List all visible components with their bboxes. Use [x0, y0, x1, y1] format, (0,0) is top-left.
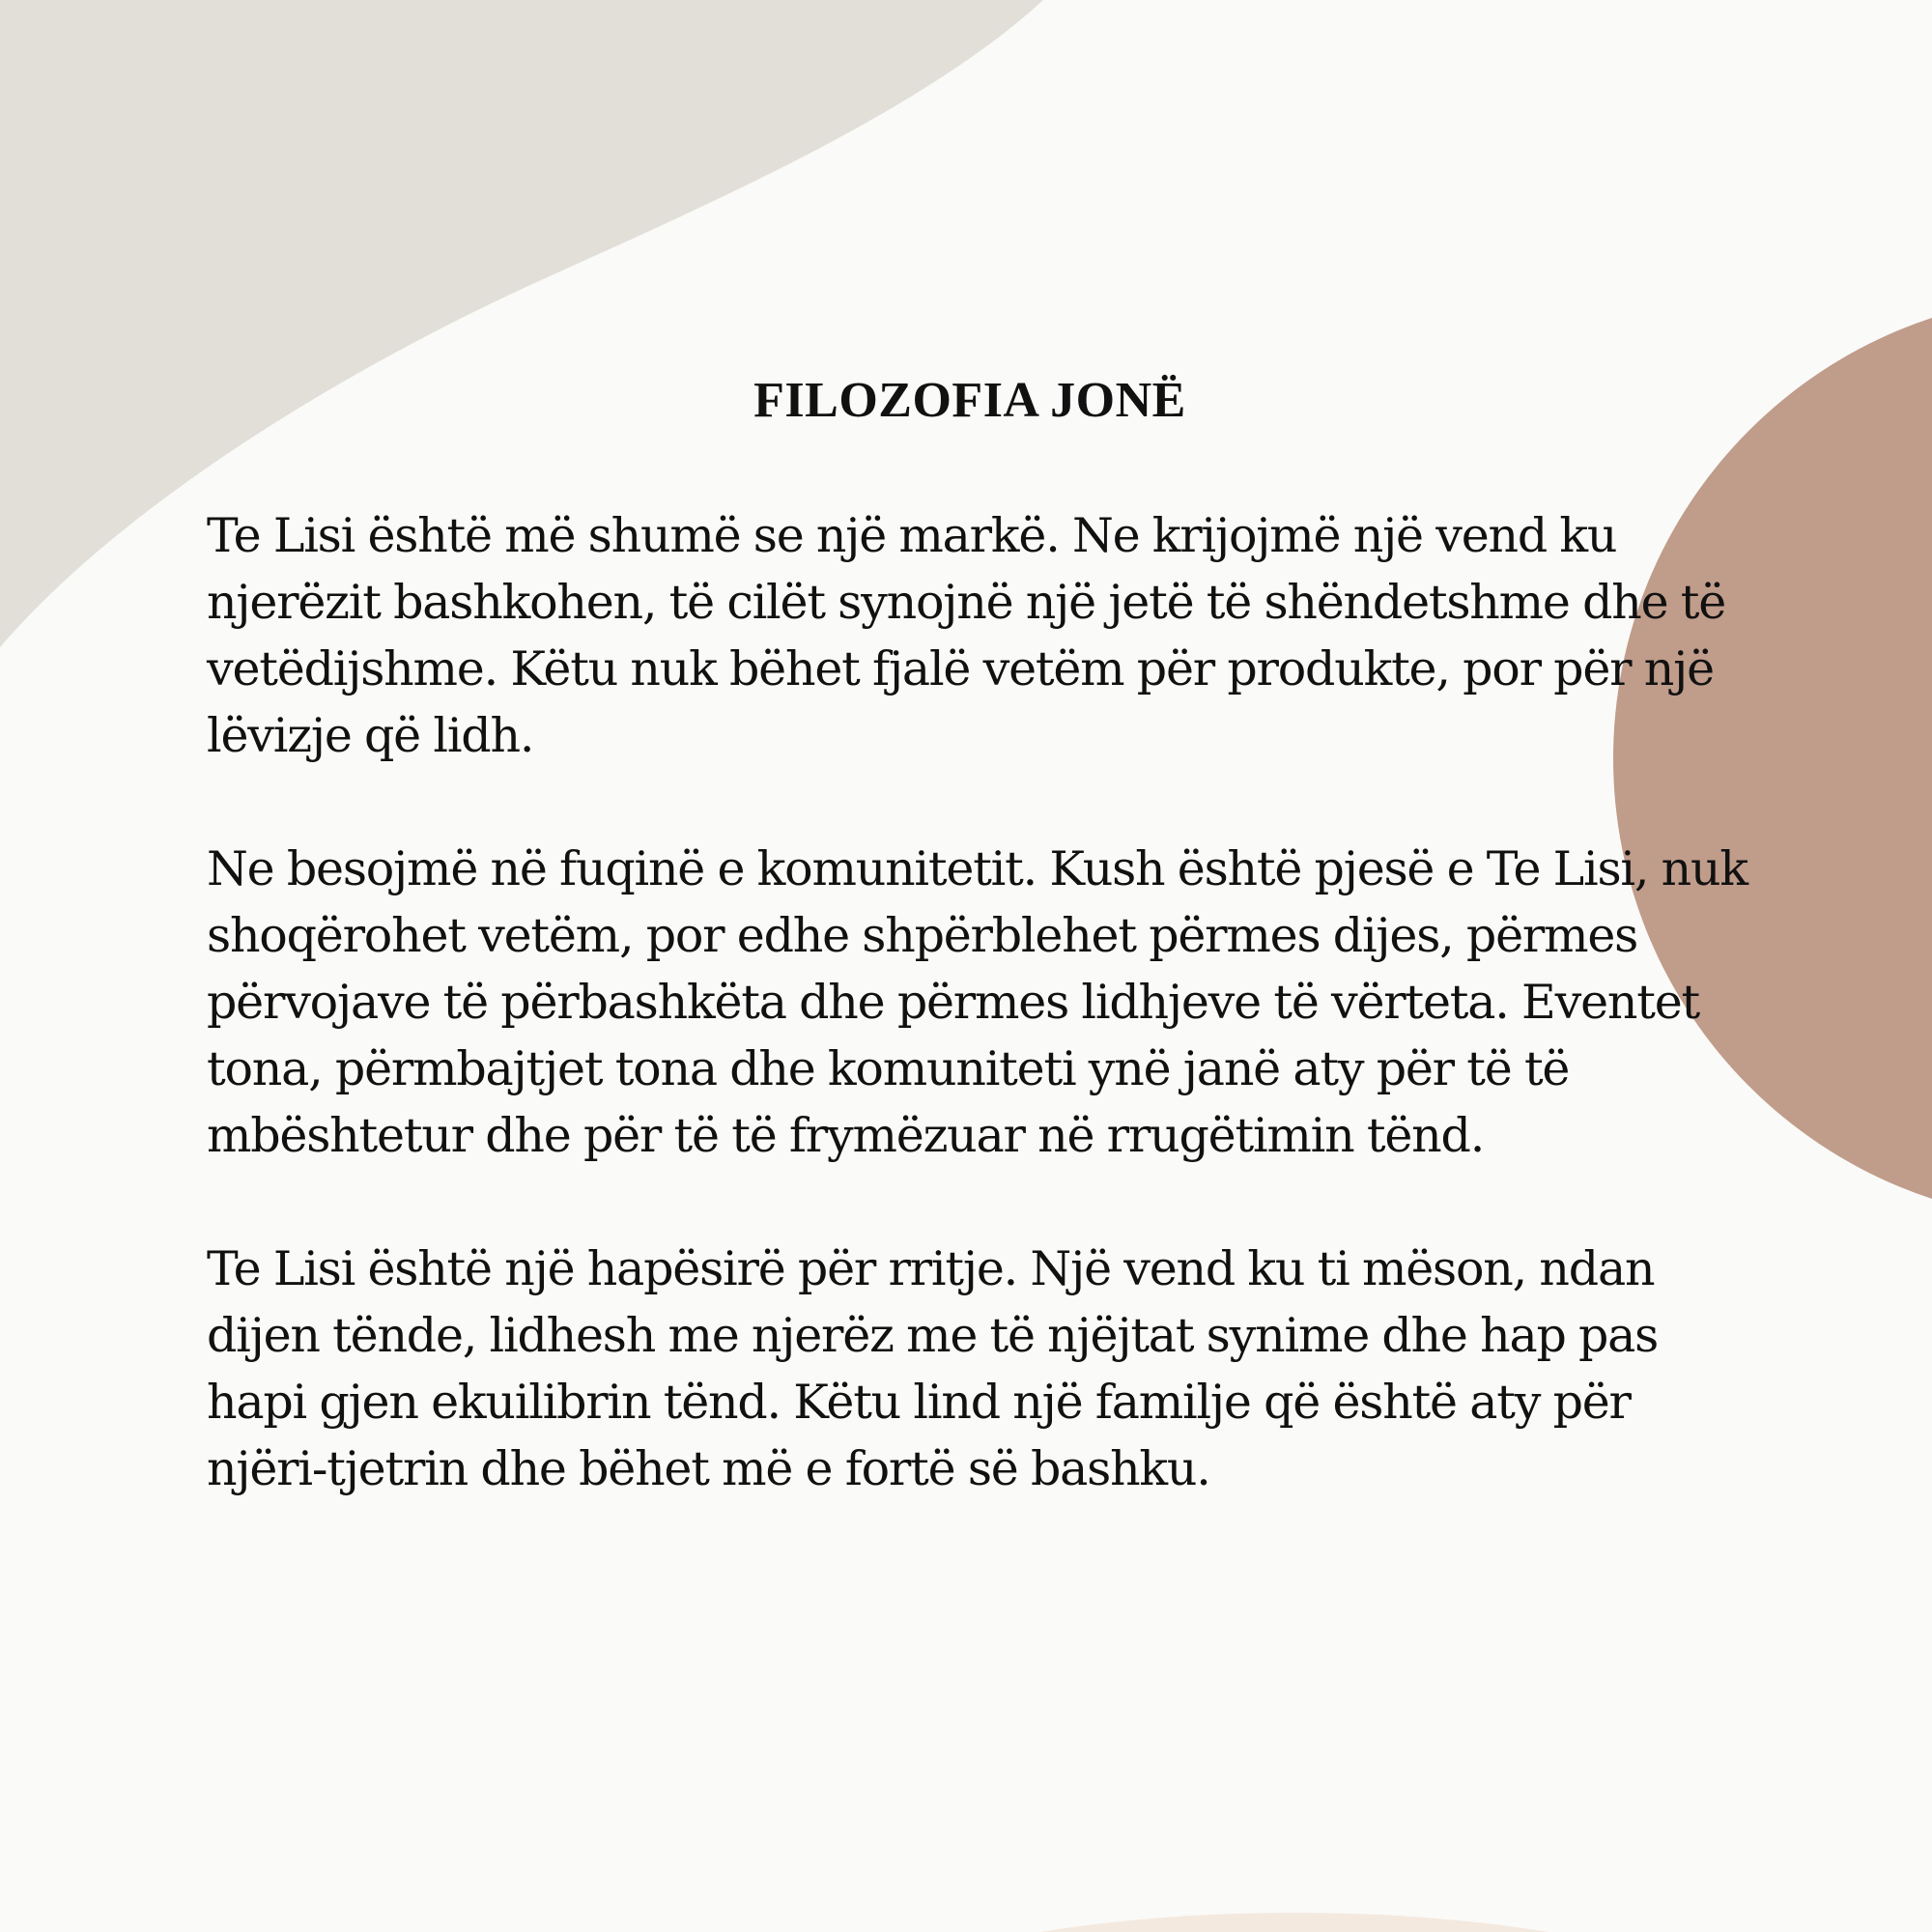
- paragraph-2: [207, 836, 1752, 1169]
- paragraph-line: hapi gjen ekuilibrin tënd. Këtu lind një familje që është aty për: [207, 1375, 1631, 1430]
- paragraph-3: [207, 1236, 1752, 1502]
- beige-arc-shape: [753, 1913, 1835, 1932]
- paragraph-line: shoqërohet vetëm, por edhe shpërblehet përmes dijes, përmes: [207, 908, 1638, 963]
- paragraph-line: mbështetur dhe për të të frymëzuar në rrugëtimin tënd.: [207, 1108, 1485, 1163]
- paragraph-line: Te Lisi është një hapësirë për rritje. Një vend ku ti mëson, ndan: [207, 1241, 1655, 1296]
- document-body: [207, 367, 1752, 1569]
- paragraph-line: njëri-tjetrin dhe bëhet më e fortë së bashku.: [207, 1441, 1210, 1496]
- paragraph-line: Ne besojmë në fuqinë e komunitetit. Kush është pjesë e Te Lisi, nuk: [207, 841, 1747, 896]
- paragraph-1: [207, 502, 1752, 769]
- paragraph-line: tona, përmbajtjet tona dhe komuniteti ynë janë aty për të të: [207, 1041, 1570, 1096]
- paragraph-line: njerëzit bashkohen, të cilët synojnë një jetë të shëndetshme dhe të: [207, 575, 1726, 630]
- paragraph-line: lëvizje që lidh.: [207, 708, 534, 763]
- paragraph-line: vetëdijshme. Këtu nuk bëhet fjalë vetëm për produkte, por për një: [207, 641, 1714, 696]
- paragraph-line: Te Lisi është më shumë se një markë. Ne krijojmë një vend ku: [207, 508, 1617, 563]
- paragraph-line: përvojave të përbashkëta dhe përmes lidhjeve të vërteta. Eventet: [207, 975, 1700, 1030]
- paragraph-line: dijen tënde, lidhesh me njerëz me të njëjtat synime dhe hap pas: [207, 1308, 1659, 1363]
- page-title: FILOZOFIA JONË: [753, 373, 1186, 428]
